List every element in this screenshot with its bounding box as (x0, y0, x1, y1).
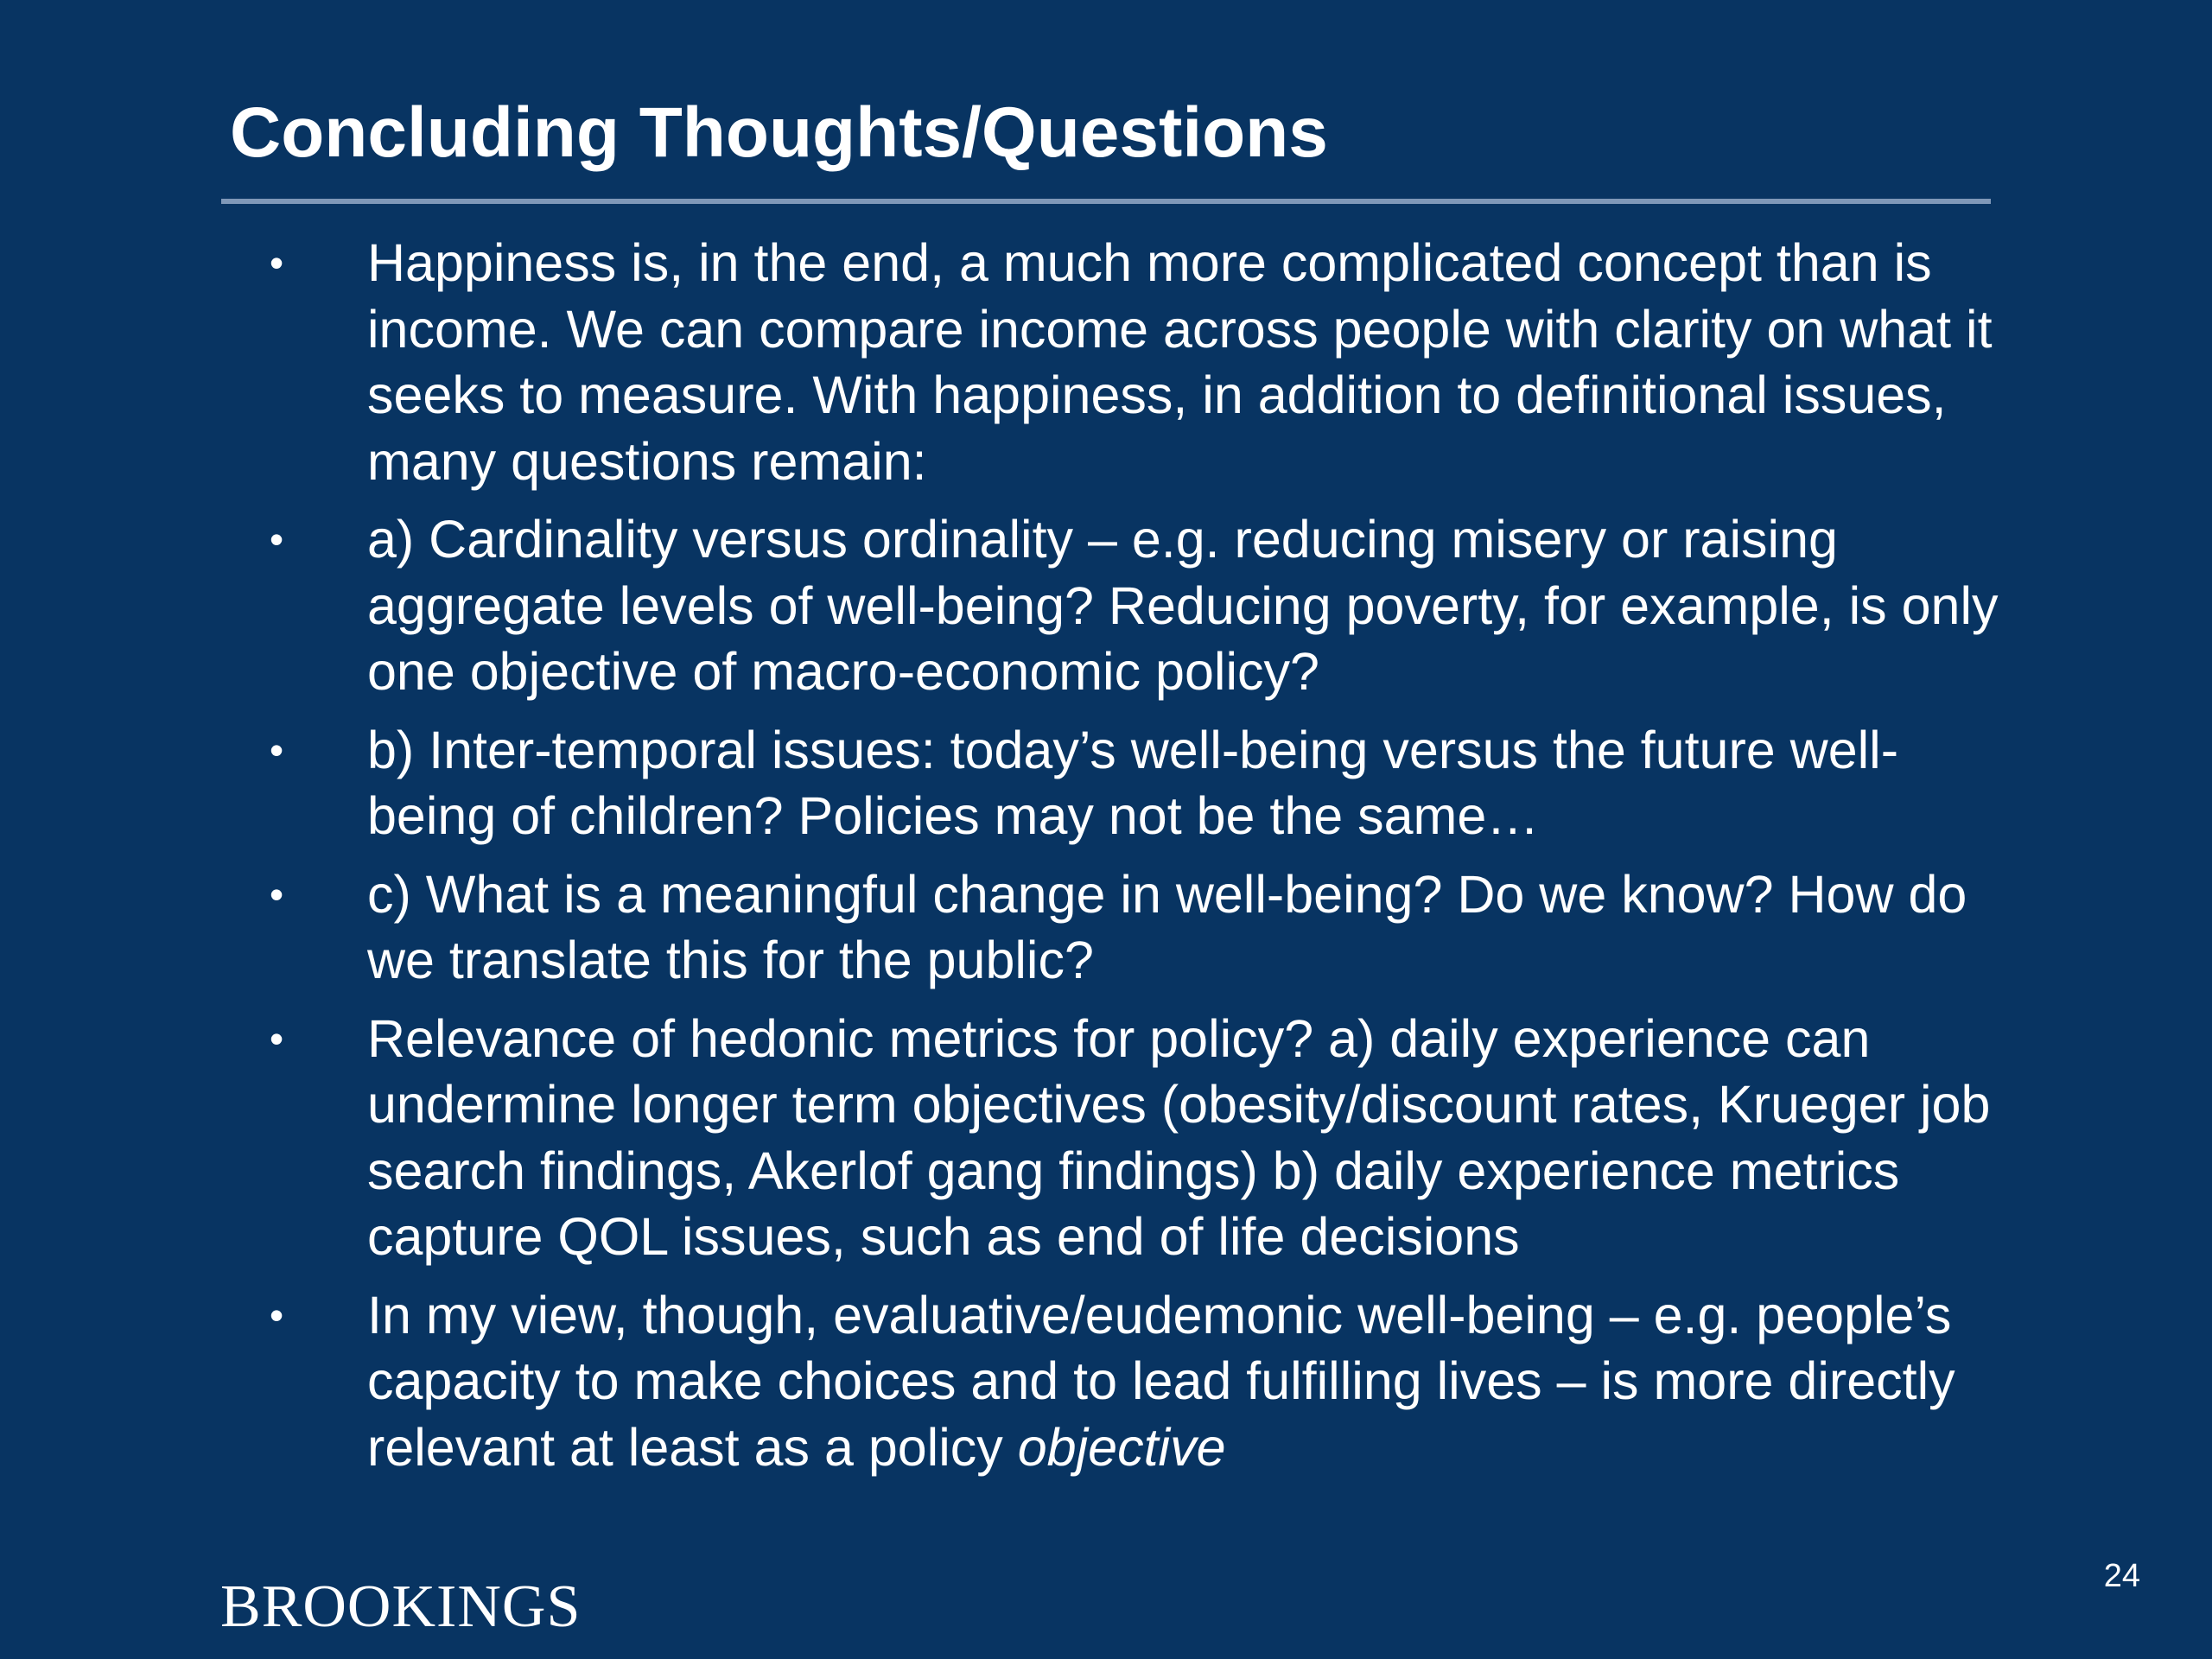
bullet-text: a) Cardinality versus ordinality – e.g. reducing misery or raising aggregate levels of well-being? Reducing poverty, for example, is only one objective of macro-economic policy? (367, 510, 1999, 701)
emphasized-word: objective (1017, 1417, 1226, 1477)
bullet-list (0, 230, 2212, 1492)
bullet-item (0, 1282, 2000, 1481)
bullet-item (0, 506, 2000, 705)
bullet-marker: • (270, 517, 284, 562)
bullet-text: Happiness is, in the end, a much more complicated concept than is income. We can compare income across people with clarity on what it seeks to measure. With happiness, in addition to definitional issues, many questions remain: (367, 233, 1993, 491)
brookings-logo: BROOKINGS (220, 1573, 582, 1640)
bullet-text: Relevance of hedonic metrics for policy? a) daily experience can undermine longer term objectives (obesity/discount rates, Krueger job search findings, Akerlof gang findings) b) daily experience metrics capture QOL issues, such as end of life decisions (367, 1008, 1991, 1266)
bullet-marker: • (270, 240, 284, 285)
bullet-marker: • (270, 1015, 284, 1061)
bullet-marker: • (270, 1292, 284, 1338)
page-number: 24 (2103, 1558, 2140, 1594)
bullet-text: b) Inter-temporal issues: today’s well-being versus the future well-being of children? Policies may not be the same… (367, 720, 1899, 845)
bullet-marker: • (270, 727, 284, 772)
title-divider (221, 199, 1991, 204)
bullet-text-main: In my view, though, evaluative/eudemonic well-being – e.g. people’s capacity to make choices and to lead fulfilling lives – is more directly relevant at least as a policy (367, 1285, 1955, 1477)
bullet-item (0, 1006, 2000, 1270)
bullet-marker: • (270, 871, 284, 917)
slide-title: Concluding Thoughts/Questions (230, 93, 1328, 172)
bullet-text (367, 1286, 1955, 1477)
bullet-item (0, 230, 2000, 494)
bullet-item (0, 717, 2000, 849)
bullet-text: c) What is a meaningful change in well-being? Do we know? How do we translate this for the public? (367, 864, 1967, 989)
bullet-item (0, 861, 2000, 994)
